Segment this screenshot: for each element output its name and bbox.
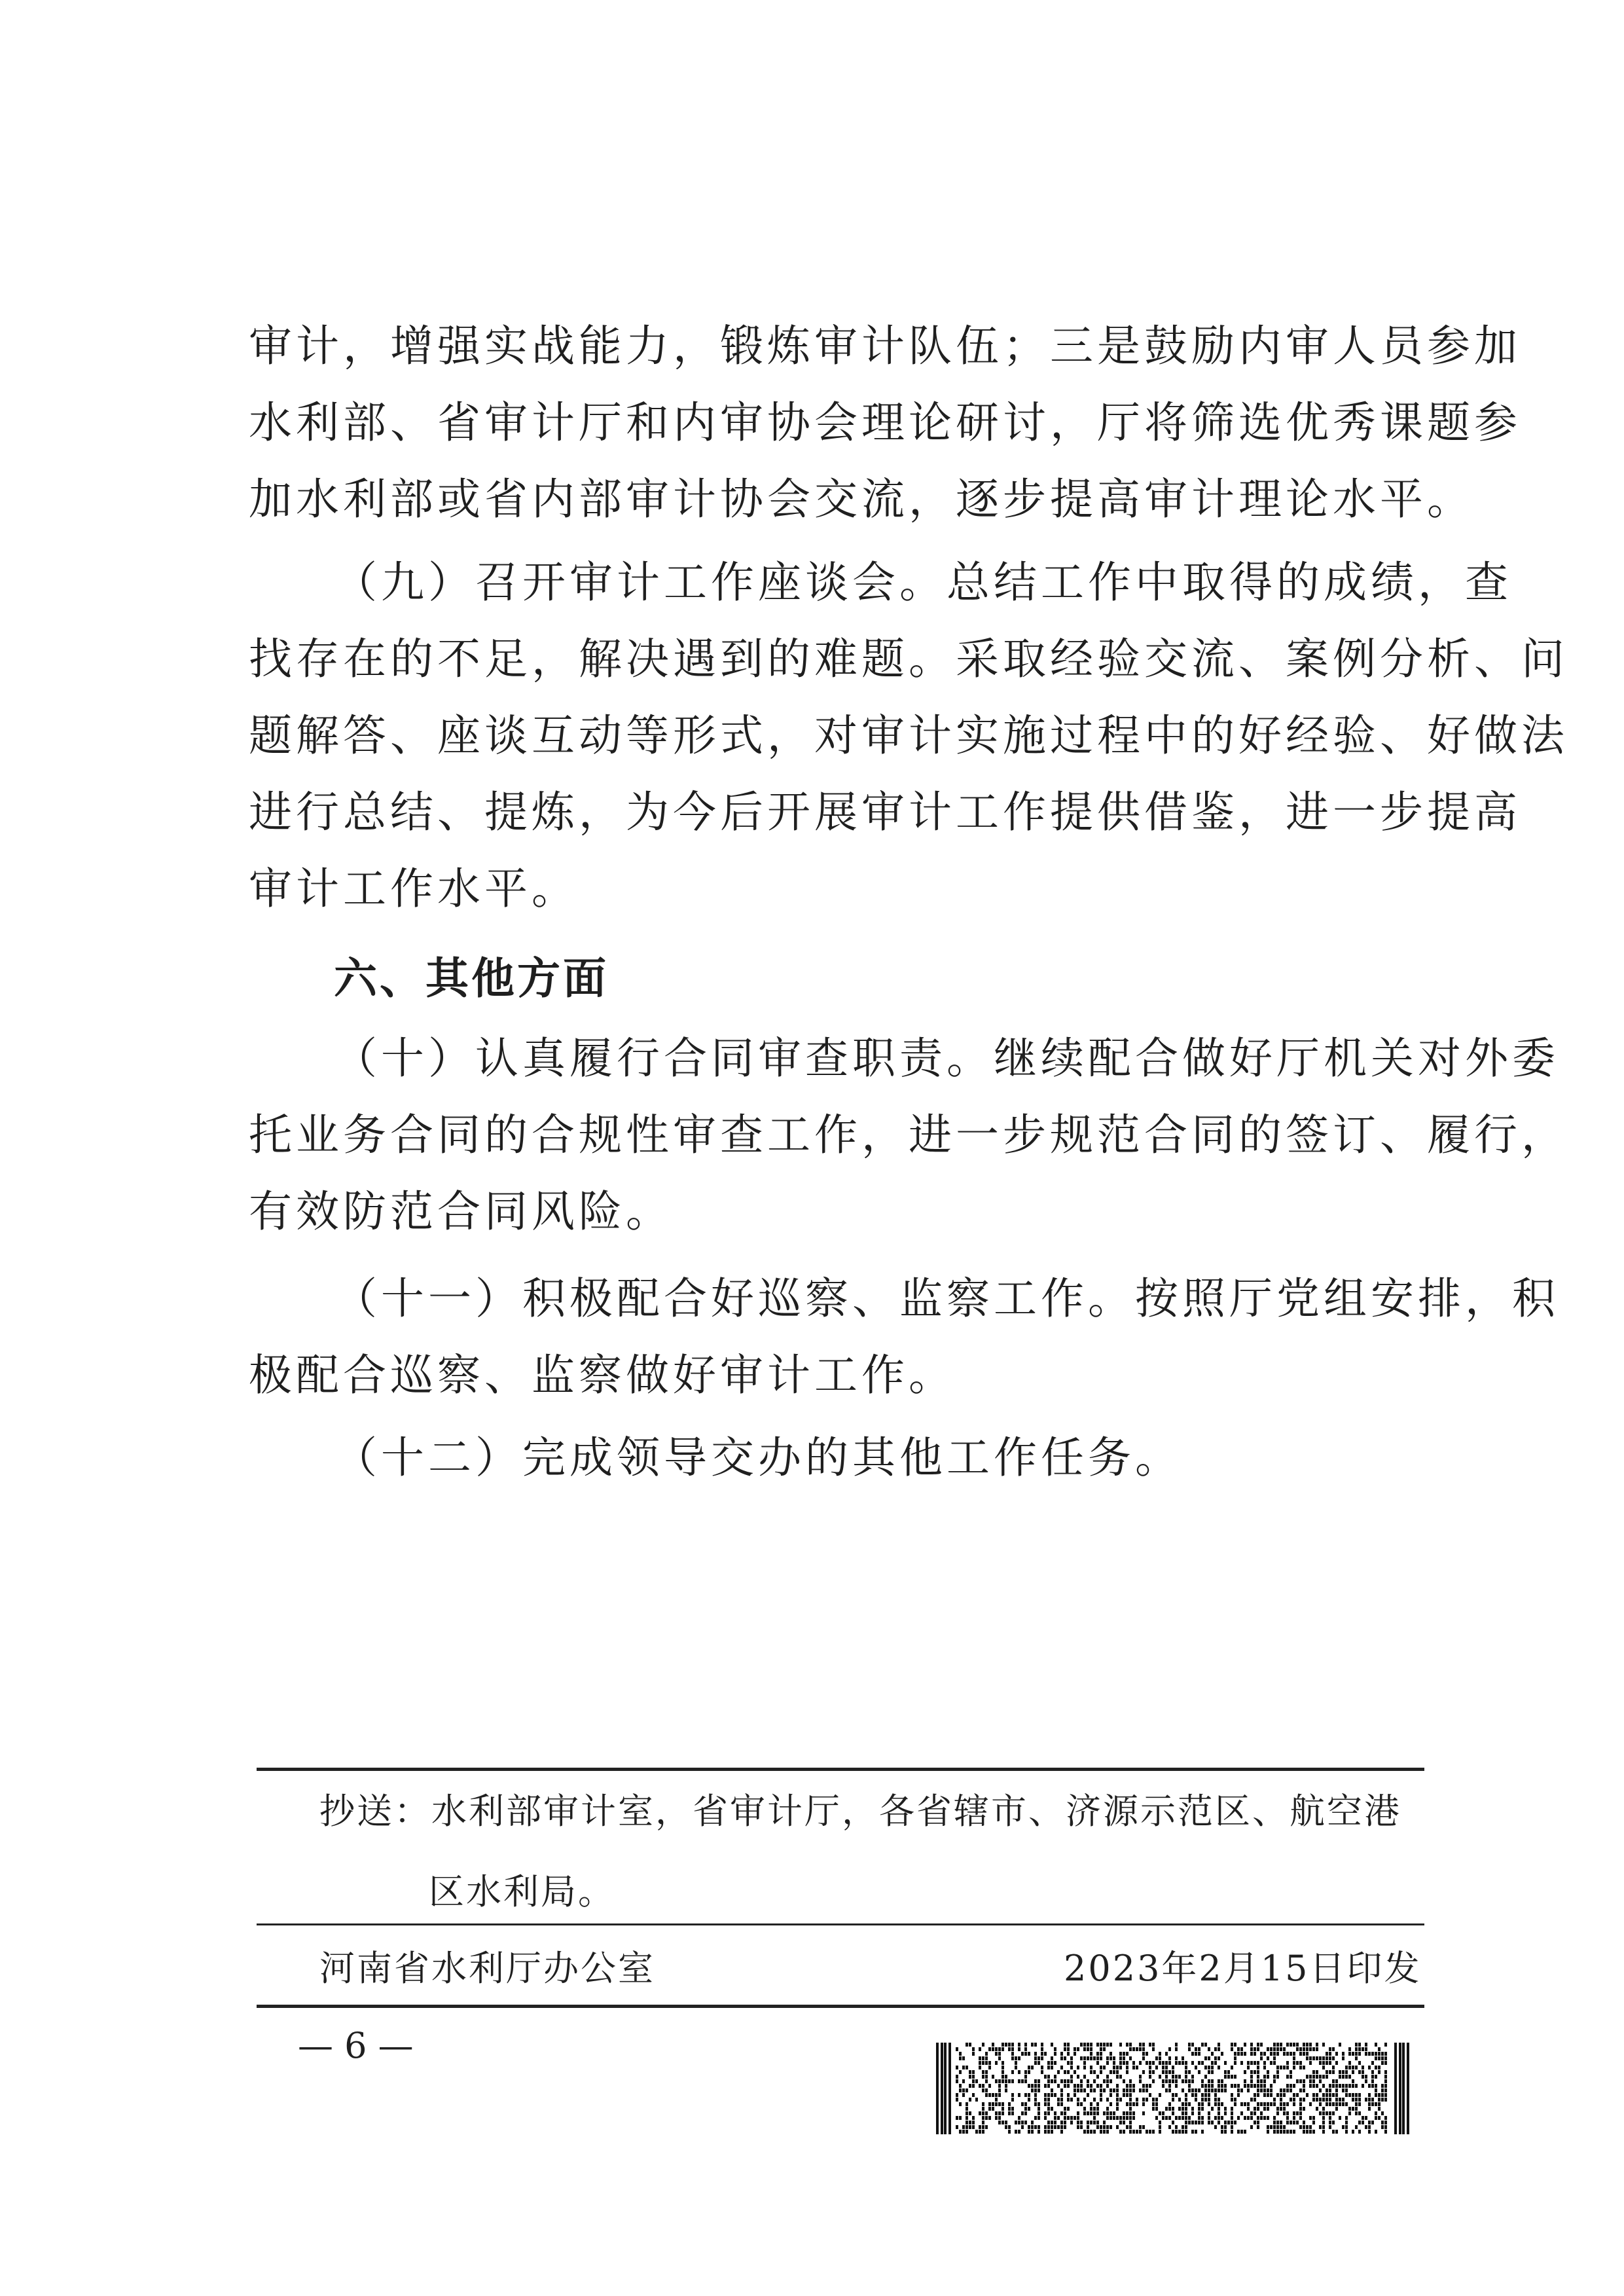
page-number: — 6 —: [298, 2025, 414, 2066]
issue-date: 2023年2月15日印发: [1064, 1948, 1422, 1989]
paragraph-3-line-1: （十）认真履行合同审查职责。继续配合做好厅机关对外委: [334, 1033, 1559, 1084]
section-heading-other: 六、其他方面: [334, 953, 609, 1004]
paragraph-2-line-3: 题解答、座谈互动等形式，对审计实施过程中的好经验、好做法: [249, 710, 1568, 761]
paragraph-1-line-3: 加水利部或省内部审计协会交流，逐步提高审计理论水平。: [249, 474, 1474, 524]
paragraph-2-line-2: 找存在的不足，解决遇到的难题。采取经验交流、案例分析、问: [249, 634, 1568, 684]
paragraph-2-line-5: 审计工作水平。: [249, 864, 579, 914]
barcode-graphic: [936, 2043, 1411, 2134]
cc-line-2: 区水利局。: [429, 1871, 615, 1912]
footer-top-rule: [257, 1768, 1424, 1771]
cc-line-1: 抄送：水利部审计室，省审计厅，各省辖市、济源示范区、航空港: [319, 1791, 1401, 1832]
paragraph-2-line-4: 进行总结、提炼，为今后开展审计工作提供借鉴，进一步提高: [249, 787, 1521, 837]
paragraph-3-line-3: 有效防范合同风险。: [249, 1186, 673, 1237]
paragraph-4-line-1: （十一）积极配合好巡察、监察工作。按照厅党组安排，积: [334, 1273, 1559, 1324]
issuer-name: 河南省水利厅办公室: [319, 1948, 655, 1989]
paragraph-3-line-2: 托业务合同的合规性审查工作，进一步规范合同的签订、履行，: [249, 1110, 1568, 1160]
paragraph-1-line-1: 审计，增强实战能力，锻炼审计队伍；三是鼓励内审人员参加: [249, 321, 1521, 371]
paragraph-4-line-2: 极配合巡察、监察做好审计工作。: [249, 1350, 956, 1400]
footer-middle-rule: [257, 1923, 1424, 1925]
paragraph-5-line-1: （十二）完成领导交办的其他工作任务。: [334, 1432, 1182, 1483]
paragraph-1-line-2: 水利部、省审计厅和内审协会理论研讨，厅将筛选优秀课题参: [249, 397, 1521, 448]
paragraph-2-line-1: （九）召开审计工作座谈会。总结工作中取得的成绩，查: [334, 557, 1512, 608]
footer-bottom-rule: [257, 2005, 1424, 2008]
